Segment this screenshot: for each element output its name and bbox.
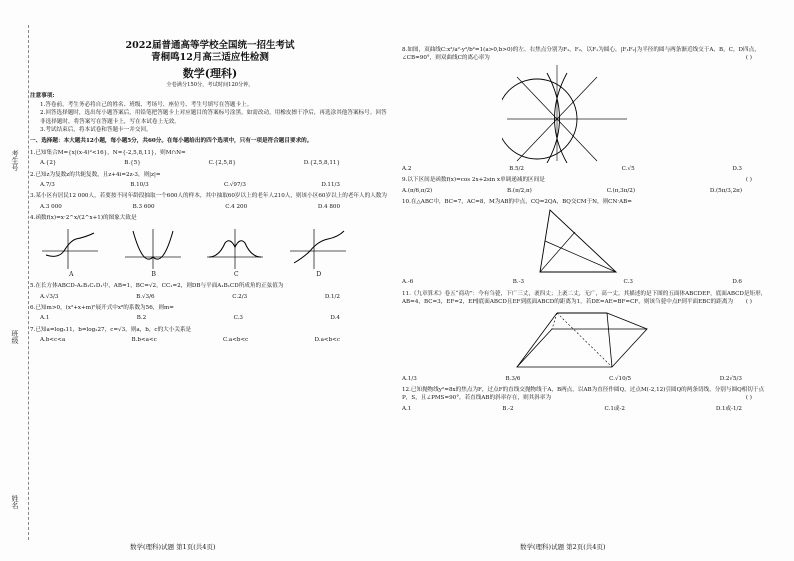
q8-hyperbola-figure bbox=[502, 63, 632, 163]
q4-graph-b[interactable] bbox=[123, 227, 185, 279]
q1-option-c[interactable]: C.{2,5,8} bbox=[208, 160, 236, 167]
question-4 bbox=[30, 214, 390, 222]
right-column bbox=[402, 46, 772, 413]
q3-option-b[interactable]: B.3 600 bbox=[132, 203, 155, 210]
exam-subtitle: 青桐鸣12月高三适应性检测 bbox=[151, 52, 269, 63]
q6-stem: 6.已知m>0，(x²+x+m)⁵展开式中x⁸的系数为56，则m= bbox=[30, 304, 174, 311]
q3-options bbox=[30, 203, 340, 211]
question-11 bbox=[402, 290, 772, 307]
footer-page-1: 数学(理科)试题 第1页(共4页) bbox=[130, 543, 216, 551]
side-label-banji: 班级 bbox=[11, 330, 19, 344]
q11-solid-figure bbox=[512, 307, 652, 373]
q5-option-b[interactable]: B.√3/6 bbox=[136, 293, 155, 300]
graph-d-svg bbox=[288, 227, 350, 271]
q12-option-c[interactable]: C.1或-2 bbox=[604, 405, 625, 412]
q9-options bbox=[402, 187, 742, 195]
q12-option-d[interactable]: D.1或-1/2 bbox=[715, 405, 742, 412]
question-5 bbox=[30, 282, 390, 290]
question-6 bbox=[30, 304, 390, 312]
q1-options bbox=[30, 159, 340, 167]
question-10 bbox=[402, 198, 772, 206]
q6-option-c[interactable]: C.3 bbox=[233, 315, 243, 322]
question-9 bbox=[402, 176, 772, 184]
q12-stem: 12.已知抛物线y²=8x的焦点为F，过点F的直线交抛物线于A，B两点，以AB为直径作圆Q，过点M(-2,12)引圆Q的两条切线，分别与圆Q相切于点P，S，且∠PMS=90°，若直线AB的斜率存在，则其斜率为 bbox=[402, 387, 765, 402]
q4-graphs bbox=[30, 227, 360, 279]
q6-option-b[interactable]: B.2 bbox=[136, 315, 147, 322]
graph-a-svg bbox=[40, 227, 102, 271]
q1-stem: 1.已知集合M={x|(x-4)²<16}，N={-2,5,8,11}，则M∩N= bbox=[30, 149, 186, 156]
q7-stem: 7.已知a=log₃11，b=log₂27，c=√3，则a，b，c的大小关系是 bbox=[30, 326, 192, 333]
q7-option-a[interactable]: A.b<c<a bbox=[40, 337, 66, 344]
q2-option-a[interactable]: A.7/3 bbox=[40, 182, 55, 189]
note-1: 1.答卷前，考生务必将自己的姓名、班级、考场号、座位号、考生号填写在答题卡上。 bbox=[40, 101, 253, 108]
q3-option-d[interactable]: D.4 800 bbox=[317, 203, 340, 210]
q7-option-c[interactable]: C.a<b<c bbox=[223, 337, 249, 344]
q10-option-a[interactable]: A.-6 bbox=[402, 279, 414, 286]
q6-option-d[interactable]: D.4 bbox=[330, 315, 340, 322]
graph-c-svg bbox=[205, 227, 267, 271]
q2-stem: 2.已知z为复数z的共轭复数，且z+4i=2z-3，则|z|= bbox=[30, 171, 161, 178]
q12-options bbox=[402, 405, 742, 413]
side-label-kaosheng: 考生号 bbox=[11, 150, 19, 171]
q9-option-c[interactable]: C.(π,3π/2) bbox=[606, 187, 636, 194]
side-label-xingming: 姓名 bbox=[11, 495, 19, 509]
question-1 bbox=[30, 149, 390, 157]
q2-option-d[interactable]: D.11/3 bbox=[321, 182, 340, 189]
q10-option-d[interactable]: D.6 bbox=[732, 279, 742, 286]
q7-options bbox=[30, 336, 340, 344]
q1-option-d[interactable]: D.{2,5,8,11} bbox=[303, 160, 340, 167]
q8-option-c[interactable]: C.√5 bbox=[621, 165, 635, 172]
q11-option-a[interactable]: A.1/3 bbox=[402, 375, 417, 382]
q4-label-d: D bbox=[316, 270, 322, 278]
q9-answer-paren[interactable]: ( ) bbox=[745, 177, 752, 184]
q1-option-b[interactable]: B.{5} bbox=[124, 160, 141, 167]
q11-option-c[interactable]: C.√10/5 bbox=[609, 375, 632, 382]
question-8 bbox=[402, 46, 772, 63]
exam-title: 2022届普通高等学校全国统一招生考试 bbox=[125, 40, 295, 51]
q4-graph-a[interactable] bbox=[40, 227, 102, 279]
q7-option-d[interactable]: D.a<b<c bbox=[314, 337, 340, 344]
question-7 bbox=[30, 326, 390, 334]
q12-option-b[interactable]: B.-2 bbox=[502, 405, 514, 412]
left-column bbox=[30, 40, 390, 345]
q8-options bbox=[402, 165, 742, 173]
q3-stem: 3.某小区有居民12 000人，若要按不同年龄段抽取一个600人的样本，其中抽取60岁以上的老年人210人，则该小区60岁以上的老年人的人数为 bbox=[30, 193, 387, 200]
q12-option-a[interactable]: A.1 bbox=[402, 405, 412, 412]
q1-option-a[interactable]: A.{2} bbox=[40, 160, 57, 167]
subject-title: 数学(理科) bbox=[182, 67, 238, 80]
q10-triangle-figure bbox=[532, 206, 622, 276]
q4-graph-c[interactable] bbox=[205, 227, 267, 279]
notes-heading: 注意事项: bbox=[30, 93, 55, 100]
q10-stem: 10.在△ABC中，BC=7，AC=8，M为AB的中点，CQ=2QA，BQ交CM于N，则CN·AB= bbox=[402, 199, 632, 206]
q4-label-b: B bbox=[151, 270, 156, 278]
exam-info: 全卷满分150分，考试时间120分钟。 bbox=[166, 82, 254, 88]
note-2: 2.回答选择题时，选出每小题答案后，用铅笔把答题卡上对应题目的答案标号涂黑。如需改动，用橡皮擦干净后，再选涂其他答案标号。回答非选择题时，将答案写在答题卡上，写在本试卷上无效。 bbox=[40, 110, 387, 125]
q8-option-b[interactable]: B.5/2 bbox=[509, 165, 524, 172]
q5-option-a[interactable]: A.√3/3 bbox=[40, 293, 59, 300]
q9-stem: 9.以下区间是函数f(x)=cos 2x+2sin x单调递减的区间是 bbox=[402, 177, 545, 184]
q8-option-a[interactable]: A.2 bbox=[402, 165, 412, 172]
q8-answer-paren[interactable]: ( ) bbox=[745, 55, 752, 62]
q11-stem: 11.《九章算术》卷五“商功”：今有刍甍，下广三丈，袤四丈；上袤二丈，无广，高一丈。其描述的是下图的五面体ABCDEF，底面ABCD是矩形，AB=4，BC=3，EF=2，EF∥底面ABCD且EF到底面ABCD的距离为1，若DE=AE=BF=CF，则该刍甍中点F到平面EBC的距离为 bbox=[402, 290, 767, 306]
q4-graph-d[interactable] bbox=[288, 227, 350, 279]
q11-option-d[interactable]: D.2√5/3 bbox=[719, 375, 742, 382]
question-2 bbox=[30, 171, 390, 179]
section-1-heading: 一、选择题：本大题共12小题，每小题5分，共60分。在每小题给出的四个选项中，只有一项是符合题目要求的。 bbox=[30, 138, 313, 145]
note-3: 3.考试结束后，将本试卷和答题卡一并交回。 bbox=[40, 127, 152, 134]
q2-options bbox=[30, 181, 340, 189]
q9-option-d[interactable]: D.(5π/3,2π) bbox=[709, 187, 742, 194]
graph-b-svg bbox=[123, 227, 185, 271]
question-12 bbox=[402, 386, 772, 403]
q2-option-b[interactable]: B.10/3 bbox=[130, 182, 149, 189]
q4-label-a: A bbox=[69, 270, 74, 278]
q3-option-c[interactable]: C.4 200 bbox=[225, 203, 248, 210]
q6-options bbox=[30, 314, 340, 322]
q7-option-b[interactable]: B.b<a<c bbox=[131, 337, 157, 344]
question-3 bbox=[30, 192, 390, 200]
q10-options bbox=[402, 278, 742, 286]
q11-options bbox=[402, 375, 742, 383]
q4-label-c: C bbox=[233, 270, 239, 278]
q10-option-c[interactable]: C.3 bbox=[623, 279, 633, 286]
q11-answer-paren[interactable]: ( ) bbox=[745, 299, 752, 306]
q5-option-d[interactable]: D.1/2 bbox=[324, 293, 340, 300]
q10-option-b[interactable]: B.-3 bbox=[512, 279, 525, 286]
q8-option-d[interactable]: D.3 bbox=[732, 165, 742, 172]
q2-option-c[interactable]: C.√97/3 bbox=[224, 182, 246, 189]
q5-options bbox=[30, 293, 340, 301]
q11-option-b[interactable]: B.3/6 bbox=[505, 375, 521, 382]
q6-option-a[interactable]: A.1 bbox=[40, 315, 50, 322]
q8-stem: 8.如图，双曲线C:x²/a²-y²/b²=1(a>0,b>0)的左、右焦点分别为F₁，F₂，以F₁为圆心，|F₁F₂|为半径的圆与两条渐近线交于A，B，C，D四点，∠CB=90°，则双曲线C的离心率为 bbox=[402, 47, 760, 62]
q5-stem: 5.在长方体ABCD-A₁B₁C₁D₁中，AB=1，BC=√2，CC₁=2，则DB与平面A₁B₁CD所成角的正弦值为 bbox=[30, 283, 284, 290]
q12-answer-paren[interactable]: ( ) bbox=[745, 395, 752, 402]
q9-option-b[interactable]: B.(π/2,π) bbox=[507, 187, 532, 194]
q4-stem: 4.函数f(x)=x·2^x/(2^x+1)的图象大致是 bbox=[30, 215, 137, 222]
q5-option-c[interactable]: C.2/3 bbox=[232, 293, 248, 300]
q3-option-a[interactable]: A.3 000 bbox=[40, 203, 62, 210]
footer-page-2: 数学(理科)试题 第2页(共4页) bbox=[520, 543, 606, 551]
binding-line bbox=[28, 25, 29, 540]
q9-option-a[interactable]: A.(π/6,π/2) bbox=[402, 187, 433, 194]
